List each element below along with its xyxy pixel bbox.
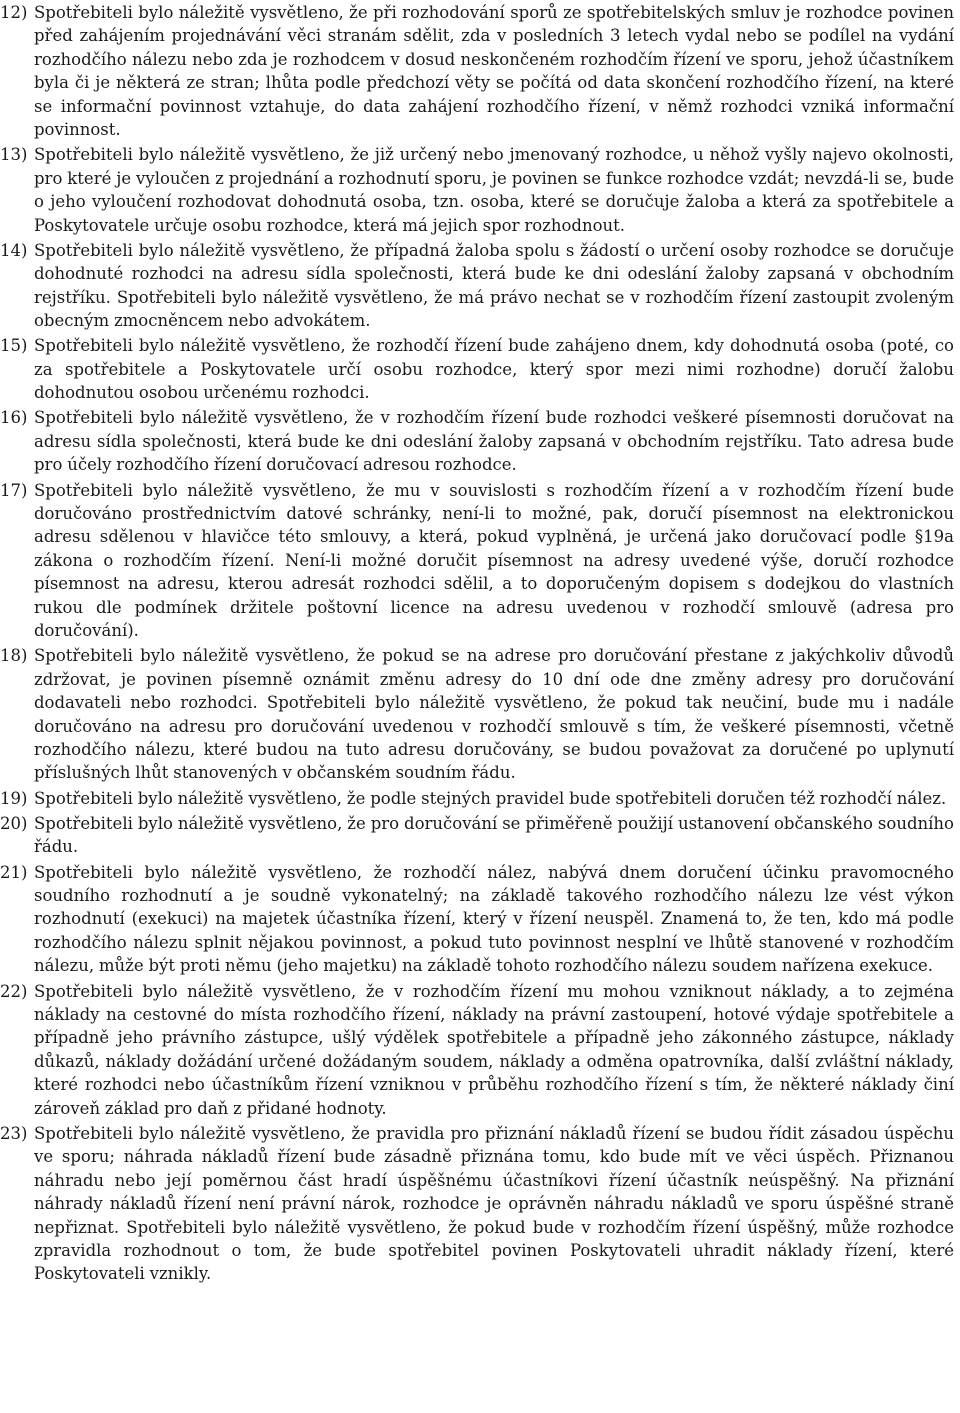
clause-21 [0, 861, 954, 978]
clause-text: Spotřebiteli bylo náležitě vysvětleno, že pravidla pro přiznání nákladů řízení se budou řídit zásadou úspěchu ve sporu; náhrada nákladů řízení bude zásadně přiznána tomu, kdo bude mít ve věci úspěch. Přiznanou náhradu nebo její poměrnou část hradí úspěšnému účastníkovi řízení účastník neúspěšný. Na přiznání náhrady nákladů řízení není právní nárok, rozhodce je oprávněn náhradu nákladů ve sporu úspěšné straně nepřiznat. Spotřebiteli bylo náležitě vysvětleno, že pokud bude v rozhodčím řízení úspěšný, může rozhodce zpravidla rozhodnout o tom, že bude spotřebitel povinen Poskytovateli uhradit náklady řízení, které Poskytovateli vznikly. [34, 1123, 954, 1284]
clause-text: Spotřebiteli bylo náležitě vysvětleno, že pokud se na adrese pro doručování přestane z jakýchkoliv důvodů zdržovat, je povinen písemně oznámit změnu adresy do 10 dní ode dne změny adresy pro doručování dodavateli nebo rozhodci. Spotřebiteli bylo náležitě vysvětleno, že pokud tak neučiní, bude mu i nadále doručováno na adresu pro doručování uvedenou v rozhodčí smlouvě s tím, že veškeré písemnosti, včetně rozhodčího nálezu, které budou na tuto adresu doručovány, se budou považovat za doručené po uplynutí příslušných lhůt stanovených v občanském soudním řádu. [34, 646, 954, 783]
clause-number: 21) [0, 862, 28, 882]
clause-number: 23) [0, 1123, 28, 1143]
clause-text: Spotřebiteli bylo náležitě vysvětleno, že již určený nebo jmenovaný rozhodce, u něhož vyšly najevo okolnosti, pro které je vyloučen z projednání a rozhodnutí sporu, je povinen se funkce rozhodce vzdát; nevzdá-li se, bude o jeho vyloučení rozhodovat dohodnutá osoba, tzn. osoba, které se doručuje žaloba a která za spotřebitele a Poskytovatele určuje osobu rozhodce, která má jejich spor rozhodnout. [34, 145, 954, 235]
clause-16 [0, 406, 954, 476]
clause-text: Spotřebiteli bylo náležitě vysvětleno, že při rozhodování sporů ze spotřebitelských smluv je rozhodce povinen před zahájením projednávání věci stranám sdělit, zda v posledních 3 letech vydal nebo se podílel na vydání rozhodčího nálezu nebo zda je rozhodcem v dosud neskončeném rozhodčím řízení ve sporu, jehož účastníkem byla či je některá ze stran; lhůta podle předchozí věty se počítá od data skončení rozhodčího řízení, na které se informační povinnost vztahuje, do data zahájení rozhodčího řízení, v němž rozhodci vzniká informační povinnost. [34, 3, 954, 140]
clause-text: Spotřebiteli bylo náležitě vysvětleno, že mu v souvislosti s rozhodčím řízení a v rozhodčím řízení bude doručováno prostřednictvím datové schránky, není-li to možné, pak, doručí písemnost na elektronickou adresu sdělenou v hlavičce této smlouvy, a která, pokud vyplněná, je určená jako doručovací podle §19a zákona o rozhodčím řízení. Není-li možné doručit písemnost na adresy uvedené výše, doručí rozhodce písemnost na adresu, kterou adresát rozhodci sdělil, a to doporučeným dopisem s dodejkou do vlastních rukou dle podmínek držitele poštovní licence na adresu uvedenou v rozhodčí smlouvě (adresa pro doručování). [34, 480, 954, 641]
clause-text: Spotřebiteli bylo náležitě vysvětleno, že v rozhodčím řízení mu mohou vzniknout náklady, a to zejména náklady na cestovné do místa rozhodčího řízení, náklady na právní zastoupení, hotové výdaje spotřebitele a případně jeho právního zástupce, ušlý výdělek spotřebitele a případně jeho zákonného zástupce, náklady důkazů, náklady dožádání určené dožádaným soudem, náklady a odměna opatrovníka, další zvláštní náklady, které rozhodci nebo účastníkům řízení vzniknou v průběhu rozhodčího řízení s tím, že některé náklady činí zároveň základ pro daň z přidané hodnoty. [34, 981, 954, 1118]
clause-number: 15) [0, 336, 28, 356]
clause-19 [0, 787, 954, 810]
clause-22 [0, 980, 954, 1120]
clause-number: 20) [0, 813, 28, 833]
clause-23 [0, 1122, 954, 1286]
clause-number: 14) [0, 240, 28, 260]
clause-18 [0, 644, 954, 784]
clause-number: 17) [0, 480, 28, 500]
clause-number: 22) [0, 981, 28, 1001]
clause-text: Spotřebiteli bylo náležitě vysvětleno, že v rozhodčím řízení bude rozhodci veškeré písemnosti doručovat na adresu sídla společnosti, která bude ke dni odeslání žaloby zapsaná v obchodním rejstříku. Tato adresa bude pro účely rozhodčího řízení doručovací adresou rozhodce. [34, 408, 954, 475]
clause-text: Spotřebiteli bylo náležitě vysvětleno, že případná žaloba spolu s žádostí o určení osoby rozhodce se doručuje dohodnuté rozhodci na adresu sídla společnosti, která bude ke dni odeslání žaloby zapsaná v obchodním rejstříku. Spotřebiteli bylo náležitě vysvětleno, že má právo nechat se v rozhodčím řízení zastoupit zvoleným obecným zmocněncem nebo advokátem. [34, 240, 954, 331]
clause-20 [0, 812, 954, 859]
clause-number: 18) [0, 646, 28, 666]
clause-13 [0, 143, 954, 237]
clause-number: 13) [0, 145, 28, 165]
clause-number: 16) [0, 408, 28, 428]
clause-number: 19) [0, 788, 28, 808]
clause-17 [0, 479, 954, 643]
clause-number: 12) [0, 3, 28, 22]
clause-text: Spotřebiteli bylo náležitě vysvětleno, že rozhodčí nález, nabývá dnem doručení účinku pravomocného soudního rozhodnutí a je soudně vykonatelný; na základě takového rozhodčího nálezu lze vést výkon rozhodnutí (exekuci) na majetek účastníka řízení, který v řízení neuspěl. Znamená to, že ten, kdo má podle rozhodčího nálezu splnit nějakou povinnost, a pokud tuto povinnost nesplní ve lhůtě stanovené v rozhodčím nálezu, může být proti němu (jeho majetku) na základě tohoto rozhodčího nálezu soudem nařízena exekuce. [34, 862, 954, 976]
clause-12 [0, 1, 954, 141]
clause-text: Spotřebiteli bylo náležitě vysvětleno, že pro doručování se přiměřeně použijí ustanovení občanského soudního řádu. [34, 813, 954, 857]
clause-14 [0, 239, 954, 333]
clause-15 [0, 334, 954, 404]
clause-text: Spotřebiteli bylo náležitě vysvětleno, že rozhodčí řízení bude zahájeno dnem, kdy dohodnutá osoba (poté, co za spotřebitele a Poskytovatele určí osobu rozhodce, který spor mezi nimi rozhodne) doručí žalobu dohodnutou osobou určenému rozhodci. [34, 336, 954, 403]
clause-text: Spotřebiteli bylo náležitě vysvětleno, že podle stejných pravidel bude spotřebiteli doručen též rozhodčí nález. [34, 788, 947, 808]
